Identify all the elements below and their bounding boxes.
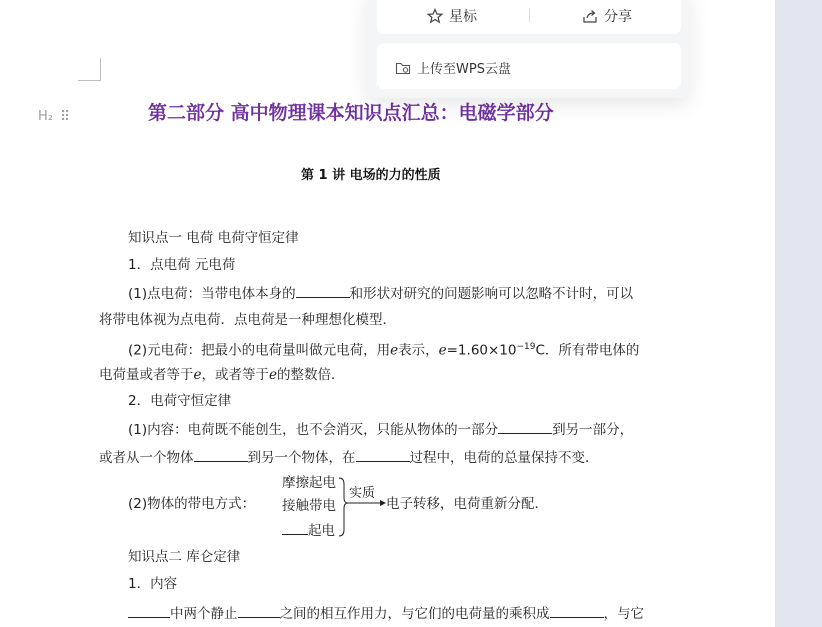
upload-label: 上传至WPS云盘 xyxy=(417,62,511,77)
context-popup xyxy=(367,0,689,98)
text: (1)内容：电荷既不能创生，也不会消灭，只能从物体的一部分 xyxy=(128,422,499,438)
section-1: 1．点电荷 元电荷 xyxy=(128,257,236,273)
fill-blank xyxy=(238,603,280,618)
paragraph-elementary-charge xyxy=(128,338,639,360)
page-corner-mark xyxy=(78,58,101,81)
share-button[interactable] xyxy=(582,6,632,26)
text: (2)元电荷：把最小的电荷量叫做元电荷，用 xyxy=(128,342,391,359)
bookmark-button[interactable] xyxy=(427,6,477,26)
text: ，或者等于 xyxy=(201,367,269,383)
exponent: −19 xyxy=(516,342,536,352)
share-label: 分享 xyxy=(604,9,632,25)
text: 起电 xyxy=(308,523,335,539)
fill-blank xyxy=(282,520,308,535)
text: 到另一部分， xyxy=(552,422,634,438)
essence-result: 电子转移，电荷重新分配． xyxy=(386,496,548,512)
paragraph-elementary-charge-cont xyxy=(99,366,345,384)
drag-handle-icon[interactable]: ⠿ xyxy=(60,109,69,125)
paragraph-coulomb xyxy=(128,603,644,623)
method-contact: 接触带电 xyxy=(282,498,336,514)
cloud-folder-icon xyxy=(395,60,411,76)
fill-blank xyxy=(550,603,604,618)
text: 过程中，电荷的总量保持不变． xyxy=(409,450,599,466)
right-scroll-panel[interactable] xyxy=(775,0,822,627)
paragraph-conservation-cont xyxy=(99,447,599,467)
text: 中两个静止 xyxy=(170,606,238,622)
fill-blank xyxy=(356,447,410,462)
action-card xyxy=(377,0,681,34)
fill-blank xyxy=(498,419,552,434)
text: 或者从一个物体 xyxy=(99,450,194,466)
paragraph-point-charge xyxy=(128,283,633,303)
upload-card xyxy=(377,43,681,89)
text: (1)点电荷：当带电体本身的 xyxy=(128,286,296,302)
text: C．所有带电体的 xyxy=(535,342,640,359)
paragraph-conservation xyxy=(128,419,633,439)
text: 表示， xyxy=(398,342,439,359)
text: 和形状对研究的问题影响可以忽略不计时，可以 xyxy=(349,286,634,302)
text: 到另一个物体，在 xyxy=(247,450,356,466)
share-icon xyxy=(582,8,598,24)
method-induction xyxy=(282,520,335,540)
knowledge-point-1: 知识点一 电荷 电荷守恒定律 xyxy=(128,230,299,246)
text: 之间的相互作用力，与它们的电荷量的乘积成 xyxy=(279,606,550,622)
symbol-e: e xyxy=(269,367,277,383)
bookmark-label: 星标 xyxy=(449,9,477,25)
doc-title: 第二部分 高中物理课本知识点汇总：电磁学部分 xyxy=(148,102,554,124)
text: 电荷量或者等于 xyxy=(99,367,194,383)
section-3: 1．内容 xyxy=(128,576,178,592)
symbol-e: e xyxy=(193,367,202,383)
star-icon xyxy=(427,8,443,24)
charging-methods-label: (2)物体的带电方式： xyxy=(128,496,256,512)
essence-label: 实质 xyxy=(349,486,376,501)
text: ，与它 xyxy=(603,606,644,622)
section-2: 2．电荷守恒定律 xyxy=(128,393,232,409)
text: =1.60×10 xyxy=(446,342,517,359)
lecture-heading: 第 1 讲 电场的力的性质 xyxy=(301,168,441,183)
fill-blank xyxy=(128,603,170,618)
symbol-e: e xyxy=(390,342,399,359)
heading-level-marker[interactable]: H₂ xyxy=(38,109,53,124)
method-friction: 摩擦起电 xyxy=(282,475,336,491)
fill-blank xyxy=(194,447,248,462)
knowledge-point-2: 知识点二 库仑定律 xyxy=(128,549,241,565)
symbol-e: e xyxy=(438,342,447,359)
paragraph-point-charge-cont: 将带电体视为点电荷．点电荷是一种理想化模型． xyxy=(99,312,396,328)
text: 的整数倍． xyxy=(277,367,345,383)
upload-wps-cloud-button[interactable] xyxy=(395,58,511,77)
divider xyxy=(529,8,530,22)
fill-blank xyxy=(296,283,350,298)
